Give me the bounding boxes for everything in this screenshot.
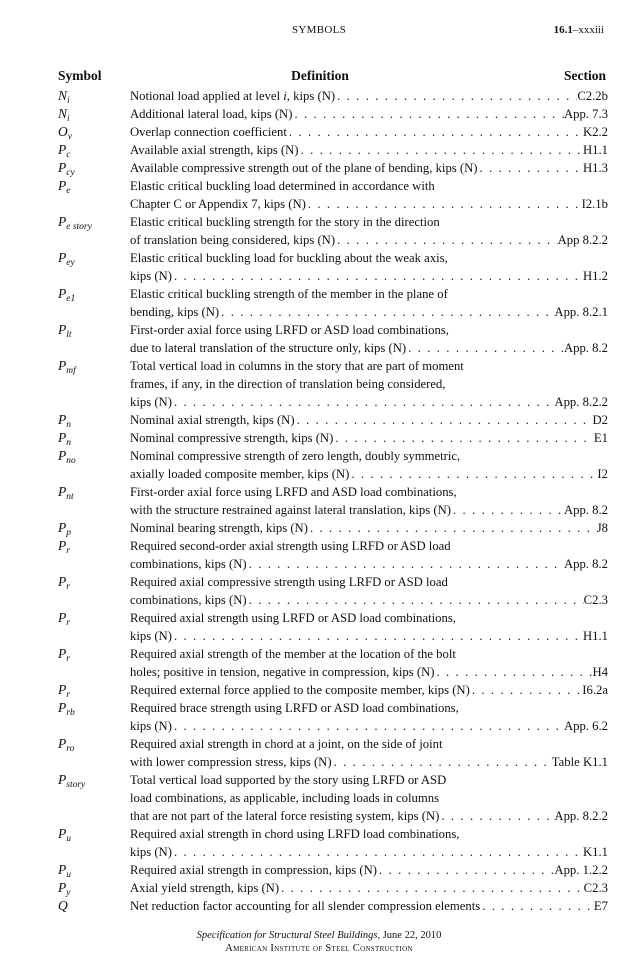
symbol-subscript: ey bbox=[66, 258, 75, 268]
definition-last-line bbox=[130, 843, 608, 861]
section-reference: App. 8.2.2 bbox=[554, 395, 608, 409]
symbol-entry bbox=[58, 105, 608, 123]
section-reference: C2.3 bbox=[583, 593, 608, 607]
definition bbox=[130, 825, 608, 861]
symbol-base: P bbox=[58, 142, 67, 157]
footer-date: June 22, 2010 bbox=[380, 930, 442, 941]
symbol-entry bbox=[58, 537, 608, 573]
definition bbox=[130, 321, 608, 357]
symbol-subscript: rb bbox=[66, 708, 75, 718]
symbol bbox=[58, 141, 130, 159]
symbol-subscript: r bbox=[66, 618, 70, 628]
definition-last-line bbox=[130, 861, 608, 879]
symbol bbox=[58, 213, 130, 249]
definition-line: Required axial strength in chord at a joint, on the side of joint bbox=[130, 737, 443, 751]
section-reference: D2 bbox=[592, 413, 608, 427]
definition-last-line bbox=[130, 105, 608, 123]
section-reference: App. 7.3 bbox=[563, 107, 608, 121]
definition-last-line bbox=[130, 753, 608, 771]
section-reference: App. 6.2 bbox=[563, 719, 608, 733]
footer-spec-title: Specification for Structural Steel Buildings, bbox=[196, 930, 381, 941]
dot-leader bbox=[219, 303, 554, 321]
symbol-entry bbox=[58, 87, 608, 105]
definition-last-line bbox=[130, 87, 608, 105]
definition bbox=[130, 447, 608, 483]
definition-last-line bbox=[130, 555, 608, 573]
section-reference: I6.2a bbox=[582, 683, 608, 697]
symbol-base: P bbox=[58, 178, 67, 193]
definition bbox=[130, 105, 608, 123]
symbol-base: P bbox=[58, 322, 67, 337]
symbol-entry bbox=[58, 825, 608, 861]
dot-leader bbox=[335, 87, 577, 105]
definition-line: First-order axial force using LRFD or ASD load combinations, bbox=[130, 323, 449, 337]
section-reference: H1.1 bbox=[582, 143, 608, 157]
definition-line: Nominal compressive strength, kips (N) bbox=[130, 431, 334, 445]
definition-line: Elastic critical buckling strength of the member in the plane of bbox=[130, 287, 448, 301]
symbol bbox=[58, 285, 130, 321]
dot-leader bbox=[335, 231, 558, 249]
column-headings bbox=[0, 68, 638, 86]
definition-line: of translation being considered, kips (N) bbox=[130, 233, 336, 247]
definition bbox=[130, 411, 608, 429]
definition-line: Available axial strength, kips (N) bbox=[130, 143, 299, 157]
definition bbox=[130, 249, 608, 285]
dot-leader bbox=[247, 555, 564, 573]
symbol-subscript: u bbox=[66, 834, 71, 844]
symbol-entry bbox=[58, 573, 608, 609]
definition-line: kips (N) bbox=[130, 629, 172, 643]
definition-line: load combinations, as applicable, including loads in columns bbox=[130, 791, 440, 805]
definition bbox=[130, 573, 608, 609]
symbol bbox=[58, 87, 130, 105]
symbol bbox=[58, 897, 130, 915]
definition bbox=[130, 429, 608, 447]
section-reference: App. 8.2 bbox=[563, 503, 608, 517]
definition-line: Elastic critical buckling load determined in accordance with bbox=[130, 179, 435, 193]
dot-leader bbox=[306, 195, 582, 213]
definition-last-line bbox=[130, 501, 608, 519]
symbol-subscript: no bbox=[66, 456, 76, 466]
definition-line: Required axial strength in chord using LRFD load combinations, bbox=[130, 827, 460, 841]
symbol-subscript: story bbox=[66, 780, 86, 790]
definition-last-line bbox=[130, 267, 608, 285]
symbol-entry bbox=[58, 735, 608, 771]
definition bbox=[130, 141, 608, 159]
symbol-entry bbox=[58, 177, 608, 213]
symbol bbox=[58, 447, 130, 483]
symbol-subscript: e bbox=[66, 186, 71, 196]
definition-line: that are not part of the lateral force resisting system, kips (N) bbox=[130, 809, 440, 823]
symbol bbox=[58, 771, 130, 825]
symbol-entry bbox=[58, 879, 608, 897]
section-column-heading: Section bbox=[564, 68, 606, 83]
symbol-base: P bbox=[58, 646, 67, 661]
definition bbox=[130, 645, 608, 681]
definition-last-line bbox=[130, 303, 608, 321]
definition bbox=[130, 213, 608, 249]
definition-line: combinations, kips (N) bbox=[130, 593, 247, 607]
symbol-base: P bbox=[58, 538, 67, 553]
symbol-entry bbox=[58, 609, 608, 645]
symbol-base: P bbox=[58, 826, 67, 841]
definition-last-line bbox=[130, 663, 608, 681]
dot-leader bbox=[295, 411, 593, 429]
definition-line: Net reduction factor accounting for all slender compression elements bbox=[130, 899, 481, 913]
symbol bbox=[58, 123, 130, 141]
footer-citation bbox=[0, 929, 638, 942]
symbol-entry bbox=[58, 645, 608, 681]
symbol-entry bbox=[58, 213, 608, 249]
page-number-chapter: 16.1 bbox=[553, 24, 573, 36]
definition bbox=[130, 123, 608, 141]
symbol bbox=[58, 159, 130, 177]
definition-line: axially loaded composite member, kips (N) bbox=[130, 467, 350, 481]
section-reference: App. 8.2 bbox=[563, 341, 608, 355]
dot-leader bbox=[439, 807, 554, 825]
definition-last-line bbox=[130, 591, 608, 609]
symbol bbox=[58, 105, 130, 123]
definition-line: kips (N) bbox=[130, 719, 172, 733]
definition-last-line bbox=[130, 897, 608, 915]
section-reference: C2.3 bbox=[583, 881, 608, 895]
section-reference: K2.2 bbox=[582, 125, 608, 139]
symbol-base: P bbox=[58, 214, 67, 229]
definition-line: Required axial strength using LRFD or ASD load combinations, bbox=[130, 611, 456, 625]
symbol-base: P bbox=[58, 682, 67, 697]
symbol-base: P bbox=[58, 160, 67, 175]
definition-line: Chapter C or Appendix 7, kips (N) bbox=[130, 197, 306, 211]
symbol bbox=[58, 177, 130, 213]
page-number-roman: –xxxiii bbox=[572, 24, 604, 36]
definition-line: Notional load applied at level i, kips (N) bbox=[130, 89, 336, 103]
definition-line: kips (N) bbox=[130, 845, 172, 859]
symbol bbox=[58, 411, 130, 429]
dot-leader bbox=[172, 267, 583, 285]
symbol-entry bbox=[58, 447, 608, 483]
symbol-subscript: v bbox=[67, 132, 72, 142]
symbol-subscript: r bbox=[66, 546, 70, 556]
symbol-base: N bbox=[58, 106, 68, 121]
symbol-entry bbox=[58, 429, 608, 447]
definition bbox=[130, 357, 608, 411]
page-number bbox=[554, 24, 604, 36]
definition-line: Required axial compressive strength using LRFD or ASD load bbox=[130, 575, 448, 589]
running-header-title: SYMBOLS bbox=[291, 24, 347, 36]
symbol-subscript: r bbox=[66, 654, 70, 664]
symbol-base: P bbox=[58, 412, 67, 427]
definition bbox=[130, 609, 608, 645]
page-footer bbox=[0, 929, 638, 955]
symbol-subscript: c bbox=[66, 150, 71, 160]
symbol bbox=[58, 249, 130, 285]
symbol bbox=[58, 429, 130, 447]
definition-last-line bbox=[130, 195, 608, 213]
definition-last-line bbox=[130, 141, 608, 159]
section-reference: App. 8.2 bbox=[563, 557, 608, 571]
symbol bbox=[58, 357, 130, 411]
symbol-subscript: nt bbox=[66, 492, 74, 502]
definition-line: Elastic critical buckling load for buckling about the weak axis, bbox=[130, 251, 448, 265]
definition-line: Required brace strength using LRFD or ASD load combinations, bbox=[130, 701, 459, 715]
definition-last-line bbox=[130, 717, 608, 735]
symbol-subscript: r bbox=[66, 582, 70, 592]
definition-column-heading: Definition bbox=[291, 68, 349, 83]
section-reference: H1.3 bbox=[582, 161, 608, 175]
definition-line: Nominal compressive strength of zero length, doubly symmetric, bbox=[130, 449, 461, 463]
section-reference: App 8.2.2 bbox=[557, 233, 608, 247]
symbol-subscript: lt bbox=[66, 330, 72, 340]
symbol bbox=[58, 519, 130, 537]
section-reference: C2.2b bbox=[577, 89, 608, 103]
symbol-subscript: y bbox=[66, 888, 71, 898]
dot-leader bbox=[287, 123, 583, 141]
definition-line: Nominal bearing strength, kips (N) bbox=[130, 521, 308, 535]
symbol-entry bbox=[58, 285, 608, 321]
definition-line: combinations, kips (N) bbox=[130, 557, 247, 571]
symbol-base: P bbox=[58, 736, 67, 751]
section-reference: App. 8.2.1 bbox=[554, 305, 608, 319]
section-reference: J8 bbox=[596, 521, 608, 535]
symbol-base: N bbox=[58, 88, 68, 103]
definition-last-line bbox=[130, 393, 608, 411]
definition-line: due to lateral translation of the structure only, kips (N) bbox=[130, 341, 407, 355]
definition bbox=[130, 483, 608, 519]
definition-last-line bbox=[130, 123, 608, 141]
symbol-subscript: n bbox=[66, 438, 71, 448]
definition bbox=[130, 699, 608, 735]
dot-leader bbox=[333, 429, 594, 447]
definition-line: Required axial strength of the member at the location of the bolt bbox=[130, 647, 456, 661]
symbol bbox=[58, 573, 130, 609]
dot-leader bbox=[279, 879, 584, 897]
symbol-list bbox=[58, 87, 608, 915]
dot-leader bbox=[480, 897, 594, 915]
symbol-subscript: mf bbox=[66, 366, 76, 376]
symbol bbox=[58, 825, 130, 861]
definition-line: bending, kips (N) bbox=[130, 305, 220, 319]
symbol-entry bbox=[58, 159, 608, 177]
definition bbox=[130, 177, 608, 213]
definition-last-line bbox=[130, 519, 608, 537]
definition-line: Required axial strength in compression, kips (N) bbox=[130, 863, 378, 877]
symbol bbox=[58, 609, 130, 645]
definition-line: First-order axial force using LRFD and ASD load combinations, bbox=[130, 485, 457, 499]
symbol-entry bbox=[58, 699, 608, 735]
section-reference: Table K1.1 bbox=[551, 755, 608, 769]
symbol bbox=[58, 537, 130, 573]
symbol-subscript: r bbox=[66, 690, 70, 700]
symbol bbox=[58, 681, 130, 699]
definition-last-line bbox=[130, 807, 608, 825]
definition-line: Required second-order axial strength using LRFD or ASD load bbox=[130, 539, 451, 553]
symbol-subscript: cy bbox=[66, 168, 75, 178]
footer-institute: American Institute of Steel Construction bbox=[225, 943, 413, 954]
definition-line: kips (N) bbox=[130, 395, 172, 409]
symbol bbox=[58, 879, 130, 897]
symbol-entry bbox=[58, 357, 608, 411]
dot-leader bbox=[406, 339, 564, 357]
dot-leader bbox=[247, 591, 584, 609]
symbol-entry bbox=[58, 771, 608, 825]
running-header bbox=[0, 24, 638, 40]
symbol-base: P bbox=[58, 430, 67, 445]
definition-line: Elastic critical buckling strength for the story in the direction bbox=[130, 215, 440, 229]
dot-leader bbox=[172, 843, 583, 861]
symbol-entry bbox=[58, 861, 608, 879]
symbol-base: Q bbox=[58, 898, 68, 913]
definition-line: Required external force applied to the composite member, kips (N) bbox=[130, 683, 470, 697]
definition bbox=[130, 519, 608, 537]
dot-leader bbox=[172, 627, 583, 645]
symbol-subscript: e story bbox=[66, 222, 92, 232]
dot-leader bbox=[434, 663, 592, 681]
section-reference: App. 8.2.2 bbox=[554, 809, 608, 823]
symbol bbox=[58, 321, 130, 357]
symbol bbox=[58, 645, 130, 681]
symbol-base: P bbox=[58, 610, 67, 625]
definition bbox=[130, 735, 608, 771]
definition-line: with lower compression stress, kips (N) bbox=[130, 755, 332, 769]
definition-last-line bbox=[130, 339, 608, 357]
symbol-base: P bbox=[58, 862, 67, 877]
definition-line: Axial yield strength, kips (N) bbox=[130, 881, 280, 895]
definition-line: frames, if any, in the direction of translation being considered, bbox=[130, 377, 446, 391]
symbol-entry bbox=[58, 249, 608, 285]
dot-leader bbox=[349, 465, 597, 483]
definition-last-line bbox=[130, 627, 608, 645]
section-reference: H4 bbox=[592, 665, 608, 679]
dot-leader bbox=[377, 861, 554, 879]
section-reference: App. 1.2.2 bbox=[554, 863, 608, 877]
symbol-subscript: p bbox=[66, 528, 71, 538]
definition bbox=[130, 285, 608, 321]
definition-line: Available compressive strength out of the plane of bending, kips (N) bbox=[130, 161, 478, 175]
dot-leader bbox=[308, 519, 597, 537]
definition bbox=[130, 897, 608, 915]
definition-line: kips (N) bbox=[130, 269, 172, 283]
definition-last-line bbox=[130, 411, 608, 429]
symbol-entry bbox=[58, 141, 608, 159]
symbol-subscript: i bbox=[67, 96, 70, 106]
symbol-entry bbox=[58, 411, 608, 429]
symbol-base: P bbox=[58, 286, 67, 301]
definition-line: Total vertical load in columns in the story that are part of moment bbox=[130, 359, 464, 373]
definition-line: Additional lateral load, kips (N) bbox=[130, 107, 293, 121]
definition-last-line bbox=[130, 465, 608, 483]
definition-last-line bbox=[130, 681, 608, 699]
symbol-column-heading: Symbol bbox=[58, 68, 102, 83]
definition bbox=[130, 879, 608, 897]
symbol-entry bbox=[58, 483, 608, 519]
definition bbox=[130, 861, 608, 879]
dot-leader bbox=[172, 393, 554, 411]
symbol-entry bbox=[58, 897, 608, 915]
definition-last-line bbox=[130, 231, 608, 249]
dot-leader bbox=[299, 141, 583, 159]
dot-leader bbox=[292, 105, 564, 123]
symbol bbox=[58, 861, 130, 879]
symbol-base: P bbox=[58, 250, 67, 265]
definition bbox=[130, 771, 608, 825]
definition-last-line bbox=[130, 429, 608, 447]
symbol-base: P bbox=[58, 520, 67, 535]
dot-leader bbox=[332, 753, 552, 771]
definition bbox=[130, 159, 608, 177]
definition-line: Nominal axial strength, kips (N) bbox=[130, 413, 295, 427]
definition-line: Total vertical load supported by the story using LRFD or ASD bbox=[130, 773, 447, 787]
symbol bbox=[58, 483, 130, 519]
definition bbox=[130, 537, 608, 573]
symbol-base: P bbox=[58, 448, 67, 463]
definition-line: with the structure restrained against lateral translation, kips (N) bbox=[130, 503, 451, 517]
symbol-subscript: u bbox=[66, 870, 71, 880]
definition-last-line bbox=[130, 879, 608, 897]
definition-line: Overlap connection coefficient bbox=[130, 125, 287, 139]
symbol-subscript: e1 bbox=[66, 294, 76, 304]
symbol-base: P bbox=[58, 574, 67, 589]
section-reference: H1.1 bbox=[582, 629, 608, 643]
section-reference: I2.1b bbox=[581, 197, 608, 211]
symbol-base: P bbox=[58, 484, 67, 499]
section-reference: I2 bbox=[597, 467, 608, 481]
symbol bbox=[58, 699, 130, 735]
dot-leader bbox=[172, 717, 564, 735]
symbol-base: P bbox=[58, 700, 67, 715]
dot-leader bbox=[478, 159, 583, 177]
section-reference: K1.1 bbox=[582, 845, 608, 859]
symbol-subscript: i bbox=[67, 114, 70, 124]
symbol-base: P bbox=[58, 880, 67, 895]
symbol-base: P bbox=[58, 772, 67, 787]
definition-last-line bbox=[130, 159, 608, 177]
dot-leader bbox=[470, 681, 582, 699]
symbol-entry bbox=[58, 681, 608, 699]
section-reference: H1.2 bbox=[582, 269, 608, 283]
symbol-entry bbox=[58, 321, 608, 357]
symbol-base: O bbox=[58, 124, 68, 139]
symbol-base: P bbox=[58, 358, 67, 373]
section-reference: E1 bbox=[593, 431, 608, 445]
definition bbox=[130, 681, 608, 699]
symbol-entry bbox=[58, 519, 608, 537]
definition-line: holes; positive in tension, negative in compression, kips (N) bbox=[130, 665, 435, 679]
symbol-entry bbox=[58, 123, 608, 141]
symbol bbox=[58, 735, 130, 771]
symbol-subscript: ro bbox=[66, 744, 75, 754]
section-reference: E7 bbox=[593, 899, 608, 913]
definition bbox=[130, 87, 608, 105]
symbol-subscript: n bbox=[66, 420, 71, 430]
dot-leader bbox=[451, 501, 564, 519]
